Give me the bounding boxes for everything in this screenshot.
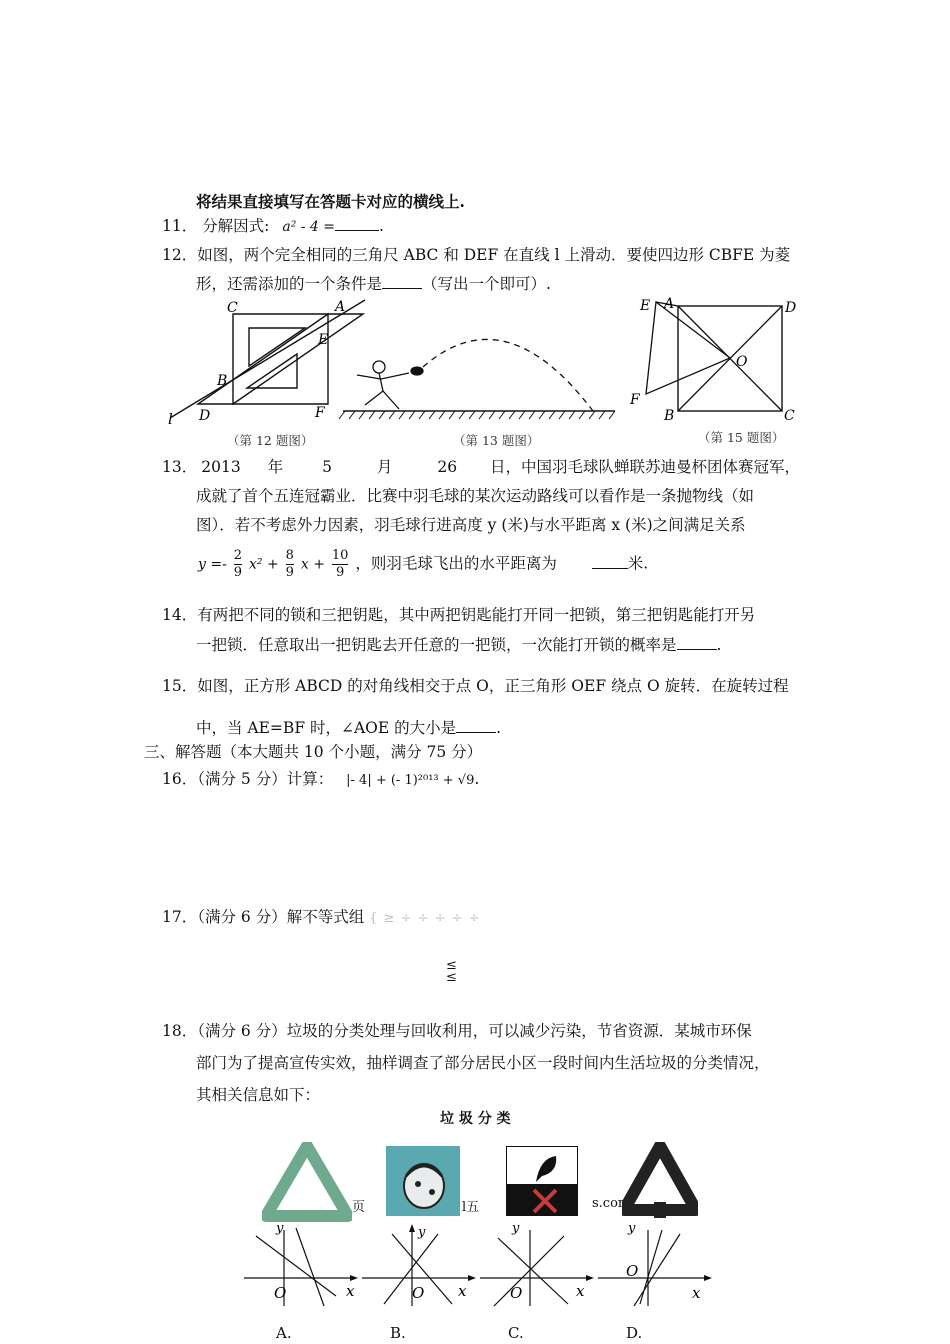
axis-x-label: x [346, 1282, 355, 1300]
figure-caption: （第 13 题图） [453, 433, 540, 448]
question-14-line2: 一把锁．任意取出一把钥匙去开任意的一把锁，一次能打开锁的概率是 . [196, 636, 722, 654]
option-a-label[interactable]: A. [276, 1324, 292, 1342]
origin-label: O [274, 1284, 287, 1302]
question-text: 分解因式: [202, 217, 270, 235]
option-d-label[interactable]: D. [626, 1324, 643, 1342]
question-16: 16．（满分 5 分）计算： |- 4| + (- 1)²⁰¹³ + √9. [162, 770, 480, 788]
graph-option-b [358, 1224, 483, 1308]
axis-y-label: y [512, 1224, 520, 1236]
label-d: D [785, 300, 797, 316]
question-11: 11． 分解因式: a² - 4 = . [162, 217, 384, 235]
label-c: C [227, 300, 238, 316]
answer-blank[interactable] [677, 635, 717, 650]
origin-label: O [510, 1284, 523, 1302]
answer-blank[interactable] [456, 718, 496, 733]
question-number: 11． [162, 217, 198, 235]
label-b: B [664, 408, 675, 424]
figure-caption: （第 12 题图） [227, 433, 314, 448]
label-e: E [640, 298, 651, 314]
answer-blank[interactable] [592, 554, 628, 569]
axis-y-label: y [628, 1224, 636, 1236]
origin-label: O [412, 1284, 425, 1302]
math-expression: a² - 4 = [282, 219, 336, 235]
question-13-line2: 成就了首个五连冠霸业．比赛中羽毛球的某次运动路线可以看作是一条抛物线（如 [196, 487, 755, 505]
hazardous-waste-icon [506, 1146, 578, 1216]
graph-option-c [476, 1224, 601, 1308]
question-18-line3: 其相关信息如下： [196, 1086, 321, 1104]
question-13-line3: 图）．若不考虑外力因素，羽毛球行进高度 y (米)与水平距离 x (米)之间满足关系 [196, 516, 746, 534]
origin-label: O [626, 1262, 639, 1280]
graph-option-a [240, 1224, 365, 1308]
figure-caption: （第 15 题图） [698, 430, 785, 445]
label-f: F [315, 405, 325, 421]
axis-x-label: x [576, 1282, 585, 1300]
question-18: 18．（满分 6 分）垃圾的分类处理与回收利用，可以减少污染，节省资源．某城市环保 [162, 1022, 752, 1040]
label-b: B [217, 373, 228, 389]
math-expression: |- 4| + (- 1)²⁰¹³ + √9 [346, 773, 475, 788]
label-f: F [630, 392, 640, 408]
garbage-label-3: s.con [592, 1196, 627, 1211]
label-d: D [199, 408, 211, 424]
question-text: 如图，两个完全相同的三角尺 ABC 和 DEF 在直线 l 上滑动．要使四边形 CBFE 为菱 [197, 246, 791, 264]
question-14: 14．有两把不同的锁和三把钥匙，其中两把钥匙能打开同一把锁，第三把钥匙能打开另 [162, 606, 756, 624]
question-17: 17．（满分 6 分）解不等式组 { ≥ ÷ ÷ ÷ ÷ ÷ [162, 908, 481, 926]
label-o: O [736, 354, 748, 370]
label-a: A [335, 299, 346, 315]
question-18-line2: 部门为了提高宣传实效，抽样调查了部分居民小区一段时间内生活垃圾的分类情况， [196, 1054, 770, 1072]
question-13: 13． 2013 年 5 月 26 日，中国羽毛球队蝉联苏迪曼杯团体赛冠军， [162, 458, 801, 476]
figure-15-square [628, 296, 808, 451]
recycle-icon [262, 1142, 352, 1222]
label-l: l [168, 410, 173, 428]
section-heading: 三、解答题（本大题共 10 个小题，满分 75 分） [144, 743, 483, 761]
garbage-label-1: 页 [352, 1200, 366, 1215]
axis-x-label: x [458, 1282, 467, 1300]
axis-y-label: y [418, 1225, 426, 1240]
axis-y-label: y [276, 1224, 284, 1236]
option-b-label[interactable]: B. [390, 1324, 406, 1342]
option-c-label[interactable]: C. [508, 1324, 524, 1342]
other-waste-icon [622, 1142, 698, 1222]
graph-option-d [594, 1224, 719, 1308]
garbage-label-2: l五 [462, 1200, 480, 1215]
question-13-equation: y =- $\frac{2}{9}$ x² + $\frac{8}{9}$ x + $\frac{10}{9}$ ，则羽毛球飞出的水平距离为 米. [198, 548, 649, 580]
figure-13-badminton [335, 325, 625, 455]
question-12-line2: 形，还需添加的一个条件是 （写出一个即可）. [196, 275, 551, 293]
player-icon [357, 361, 423, 409]
leq-symbol: ≤ ≤ [446, 958, 457, 985]
answer-blank[interactable] [382, 274, 422, 289]
label-c: C [784, 408, 795, 424]
kitchen-waste-icon [386, 1146, 460, 1216]
label-e: E [318, 332, 329, 348]
label-a: A [664, 296, 675, 312]
garbage-title: 垃 圾 分 类 [440, 1111, 511, 1127]
answer-blank[interactable] [335, 216, 379, 231]
instruction-text: 将结果直接填写在答题卡对应的横线上. [196, 192, 465, 211]
question-15: 15．如图，正方形 ABCD 的对角线相交于点 O，正三角形 OEF 绕点 O 旋转．在旋转过程 [162, 677, 789, 695]
inequality-system-placeholder: { ≥ ÷ ÷ ÷ ÷ ÷ [369, 911, 481, 926]
question-15-line2: 中，当 AE=BF 时，∠AOE 的大小是 . [196, 719, 502, 737]
question-12: 12．如图，两个完全相同的三角尺 ABC 和 DEF 在直线 l 上滑动．要使四边形 CBFE 为菱 [162, 246, 791, 264]
axis-x-label: x [692, 1284, 701, 1302]
